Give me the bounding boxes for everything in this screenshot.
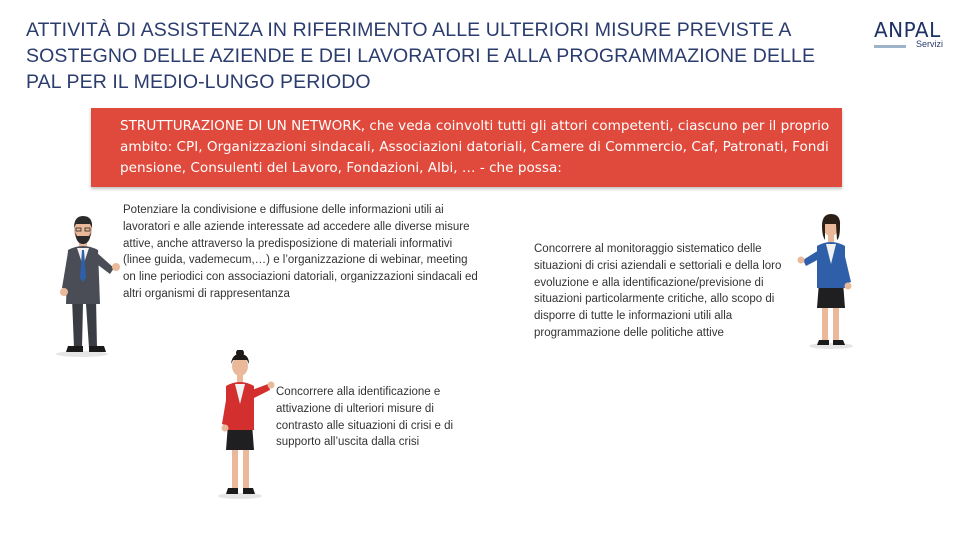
assistance-block-monitoring: Concorrere al monitoraggio sistematico delle situazioni di crisi aziendali e settoriali e della loro evoluzione e alla identificazione/previsione di situazioni particolarmente critiche, allo scopo di disporre di tutte le informazioni utili alla programmazione delle politiche attive: [534, 243, 782, 339]
logo-bar: [874, 45, 906, 48]
page-title: ATTIVITÀ DI ASSISTENZA IN RIFERIMENTO ALLE ULTERIORI MISURE PREVISTE A SOSTEGNO DELLE AZIENDE E DEI LAVORATORI E ALLA PROGRAMMAZIONE DELLE PAL PER IL MEDIO-LUNGO PERIODO: [26, 19, 816, 93]
businessman-icon: [52, 212, 126, 358]
assistance-block-measures: Concorrere alla identificazione e attivazione di ulteriori misure di contrasto alle situazioni di crisi e di supporto all’uscita dalla crisi: [276, 386, 454, 449]
assistance-block-information: Potenziare la condivisione e diffusione delle informazioni utili ai lavoratori e alle aziende interessate ad accedere alle diverse misure attive, anche attraverso la predisposizione di materiali informativi (linee guida, vademecum,…) e l’organizzazione di webinar, meeting on line periodici con associazioni datoriali, organizzazioni sindacali ed altri organismi di rappresentanza: [123, 204, 478, 300]
logo-sub-text: Servizi: [916, 39, 944, 49]
businesswoman-red-icon: [210, 350, 276, 500]
logo-main-text: ANPAL: [874, 18, 941, 42]
anpal-logo: [868, 14, 948, 54]
network-text: STRUTTURAZIONE DI UN NETWORK, che veda coinvolti tutti gli attori competenti, ciascuno per il proprio ambito: CPI, Organizzazioni sindacali, Associazioni datoriali, Camere di Commercio, Caf, Patronati, Fondi pensione, Consulenti del Lavoro, Fondazioni, Albi, … - che possa:: [120, 118, 830, 176]
network-box: [91, 108, 842, 187]
